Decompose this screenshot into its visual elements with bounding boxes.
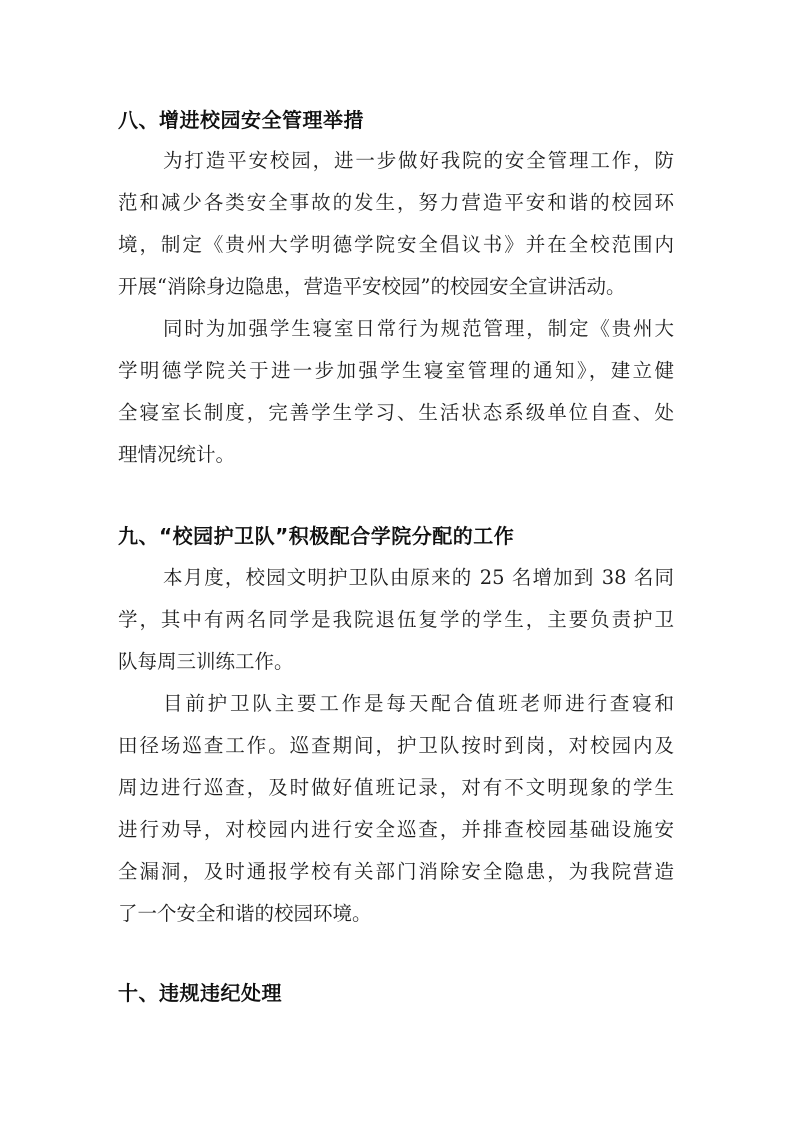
section-8-p2-line-4: 理情况统计。 xyxy=(118,443,236,466)
section-8-p2-line-2: 学明德学院关于进一步加强学生寝室管理的通知》，建立健 xyxy=(118,359,674,382)
section-8-p2-line-3: 全寝室长制度，完善学生学习、生活状态系级单位自查、处 xyxy=(118,401,674,424)
section-8-p1-line-3: 境，制定《贵州大学明德学院安全倡议书》并在全校范围内 xyxy=(118,233,674,256)
section-9-p2-line-5: 全漏洞，及时通报学校有关部门消除安全隐患，为我院营造 xyxy=(118,860,674,883)
section-9-p2-line-2: 田径场巡查工作。巡查期间，护卫队按时到岗，对校园内及 xyxy=(118,734,674,757)
section-9-heading: 九、“校园护卫队”积极配合学院分配的工作 xyxy=(118,524,515,548)
section-9-p2-line-6: 了一个安全和谐的校园环境。 xyxy=(118,902,372,925)
section-9-p2-line-4: 进行劝导，对校园内进行安全巡查，并排查校园基础设施安 xyxy=(118,818,674,841)
section-9-p1-line-1: 本月度，校园文明护卫队由原来的 25 名增加到 38 名同 xyxy=(163,566,674,589)
section-9-p2-line-1: 目前护卫队主要工作是每天配合值班老师进行查寝和 xyxy=(163,692,674,715)
section-8-p1-line-2: 范和减少各类安全事故的发生，努力营造平安和谐的校园环 xyxy=(118,191,674,214)
section-9-p1-line-2: 学，其中有两名同学是我院退伍复学的学生，主要负责护卫 xyxy=(118,608,674,631)
section-8-p2-line-1: 同时为加强学生寝室日常行为规范管理，制定《贵州大 xyxy=(163,317,674,340)
section-8-p1-line-1: 为打造平安校园，进一步做好我院的安全管理工作，防 xyxy=(163,149,674,172)
section-9-p1-line-3: 队每周三训练工作。 xyxy=(118,650,294,673)
section-9-p2-line-3: 周边进行巡查，及时做好值班记录，对有不文明现象的学生 xyxy=(118,776,674,799)
section-8-heading: 八、增进校园安全管理举措 xyxy=(118,108,364,132)
section-10-heading: 十、违规违纪处理 xyxy=(118,981,282,1005)
section-8-p1-line-4: 开展“消除身边隐患，营造平安校园”的校园安全宣讲活动。 xyxy=(118,275,626,298)
